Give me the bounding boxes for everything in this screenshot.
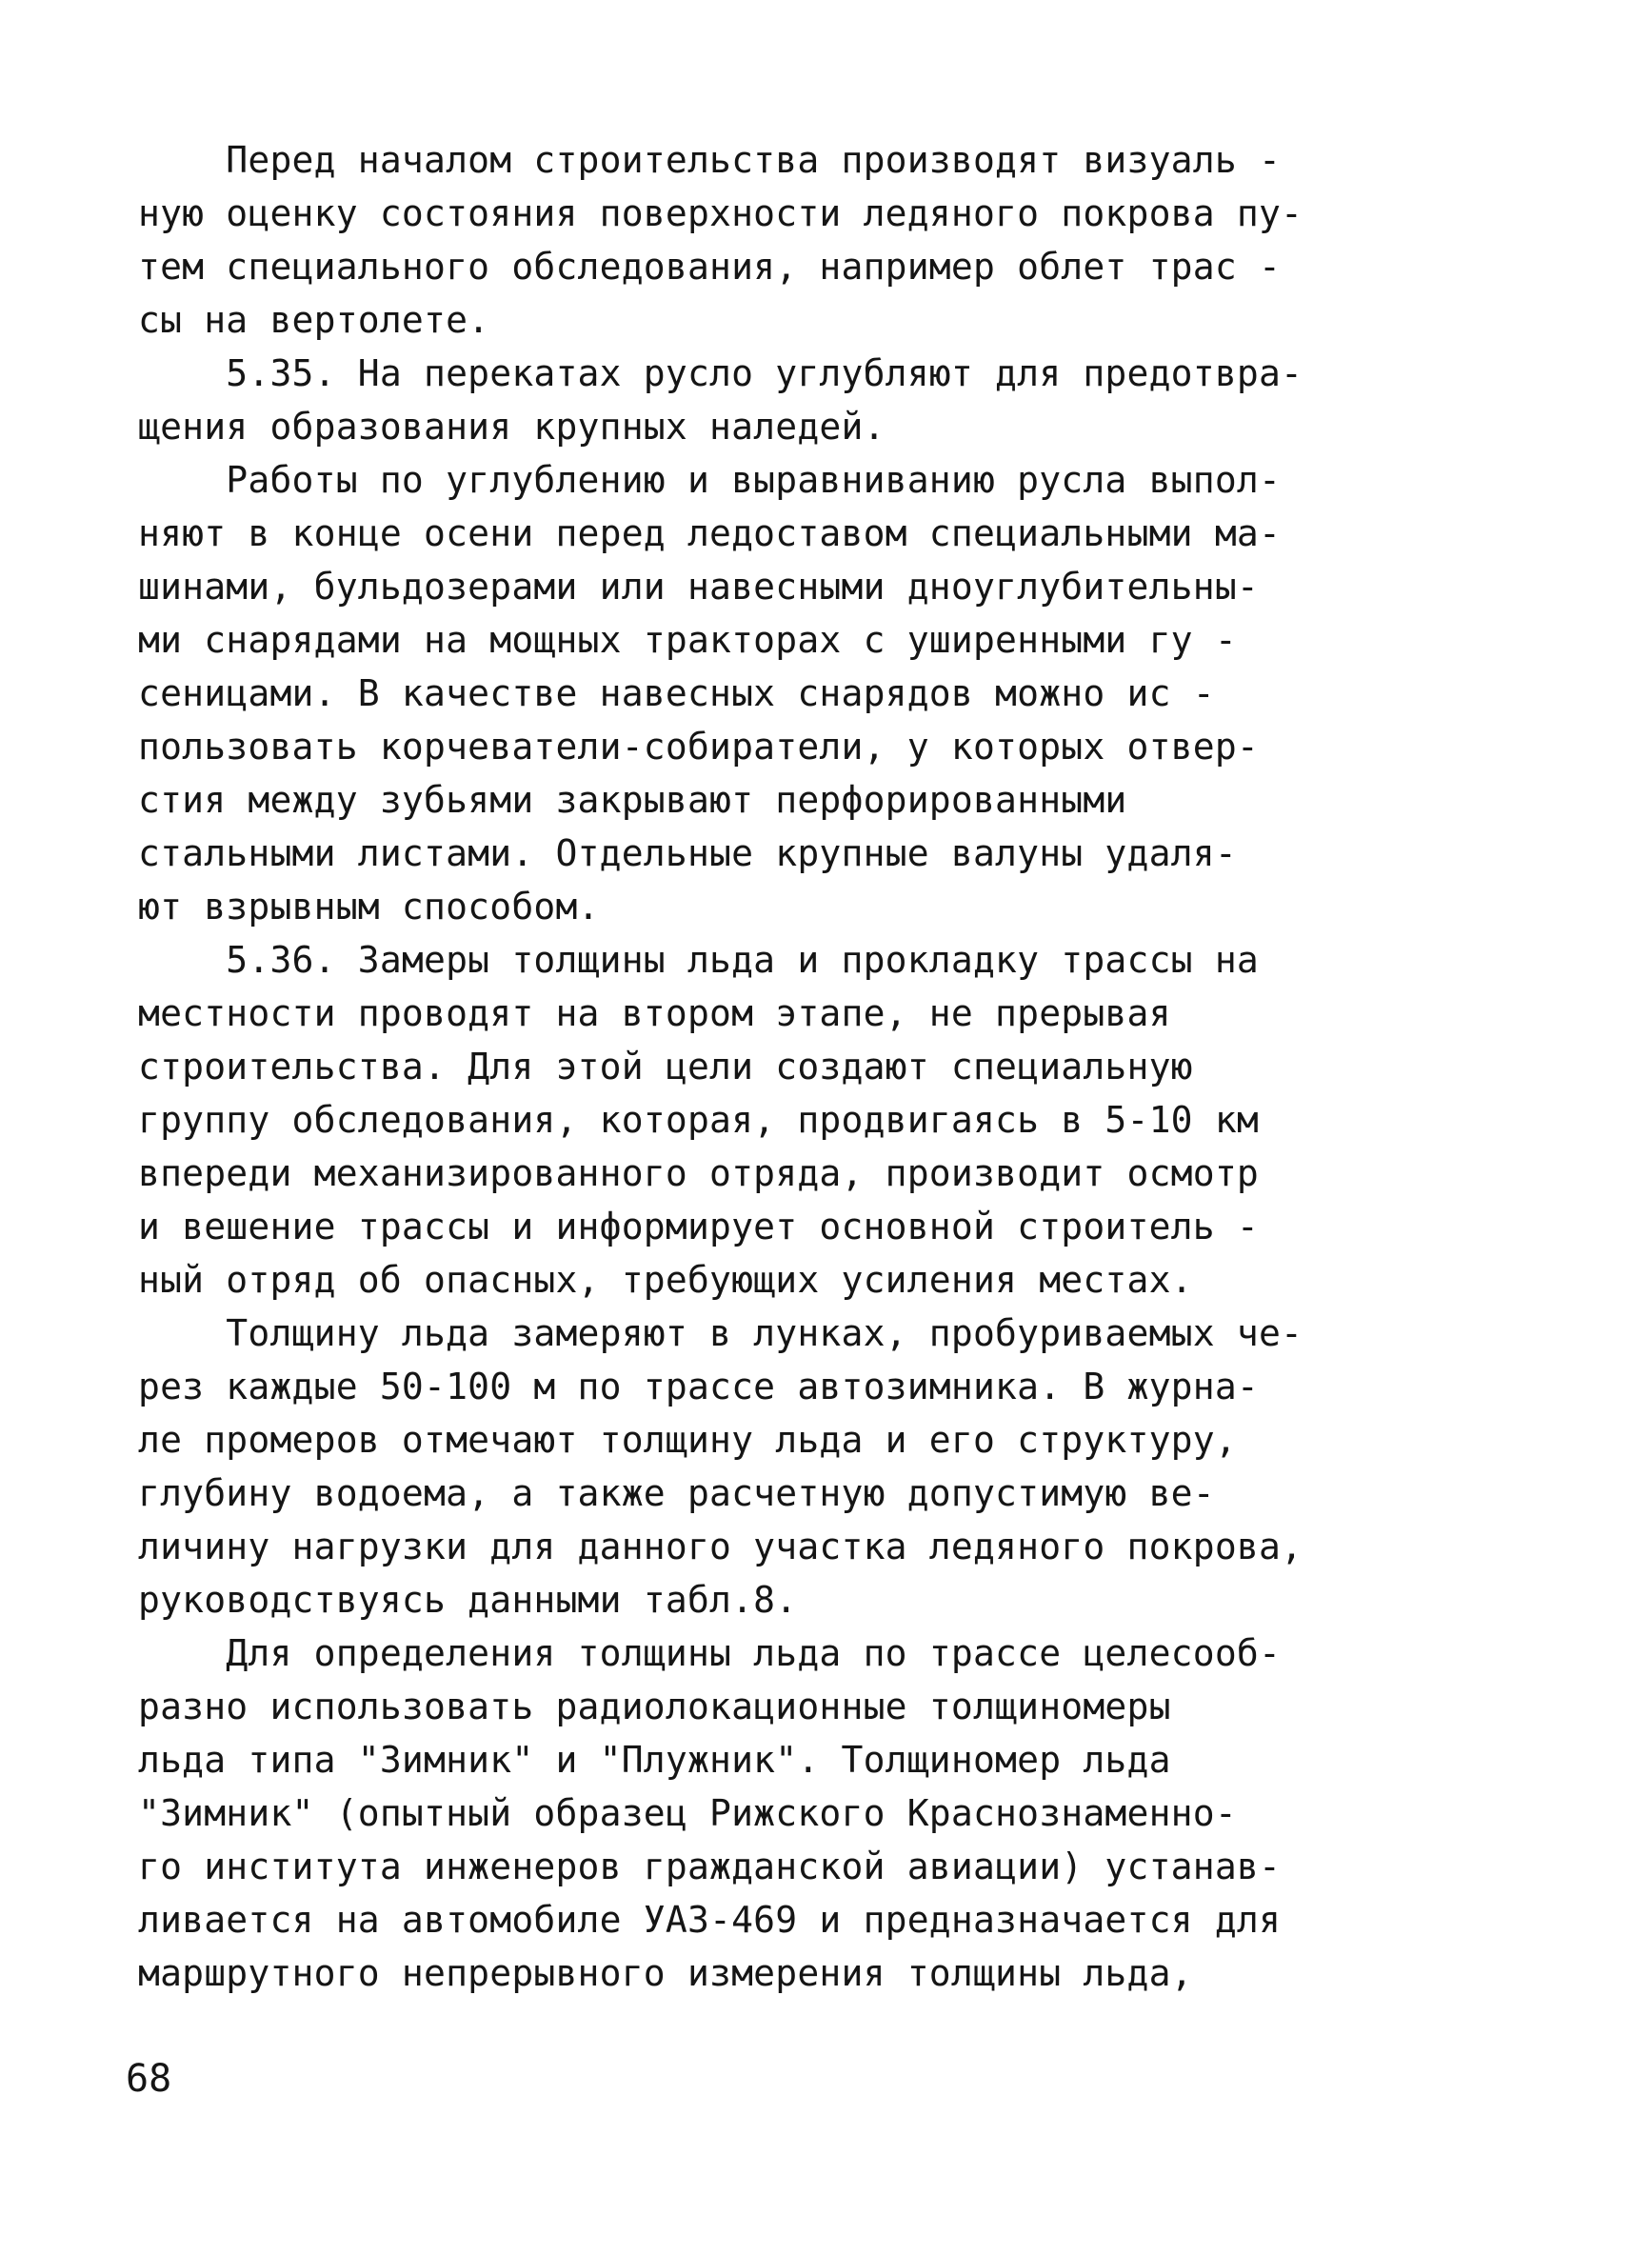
text-line: пользовать корчеватели-собиратели, у которых отвер- xyxy=(138,726,1259,768)
text-line: тем специального обследования, например облет трас - xyxy=(138,246,1282,288)
text-line: местности проводят на втором этапе, не прерывая xyxy=(138,992,1171,1034)
text-line: рез каждые 50-100 м по трассе автозимника. В журна- xyxy=(138,1366,1259,1407)
text-line: няют в конце осени перед ледоставом специальными ма- xyxy=(138,512,1282,554)
text-line: Для определения толщины льда по трассе целесооб- xyxy=(138,1632,1282,1674)
text-line: маршрутного непрерывного измерения толщины льда, xyxy=(138,1952,1193,1994)
text-line: ливается на автомобиле УАЗ-469 и предназначается для xyxy=(138,1899,1282,1941)
text-line: впереди механизированного отряда, производит осмотр xyxy=(138,1152,1259,1194)
text-line: ный отряд об опасных, требующих усиления местах. xyxy=(138,1259,1193,1301)
page-number: 68 xyxy=(126,2057,172,2101)
text-line: Работы по углублению и выравниванию русла выпол- xyxy=(138,459,1282,501)
text-line: сы на вертолете. xyxy=(138,299,490,341)
text-line: глубину водоема, а также расчетную допустимую ве- xyxy=(138,1472,1215,1514)
text-line: строительства. Для этой цели создают специальную xyxy=(138,1046,1193,1088)
text-line: группу обследования, которая, продвигаясь в 5-10 км xyxy=(138,1099,1259,1141)
text-line: го института инженеров гражданской авиации) устанав- xyxy=(138,1846,1282,1887)
text-line: щения образования крупных наледей. xyxy=(138,406,886,448)
text-line: льда типа "Зимник" и "Плужник". Толщиномер льда xyxy=(138,1739,1171,1781)
text-line: сеницами. В качестве навесных снарядов можно ис - xyxy=(138,672,1215,714)
text-line: ми снарядами на мощных тракторах с уширенными гу - xyxy=(138,619,1237,661)
body-text xyxy=(138,133,1476,2000)
text-line: и вешение трассы и информирует основной строитель - xyxy=(138,1206,1259,1247)
text-line: "Зимник" (опытный образец Рижского Краснознаменно- xyxy=(138,1792,1237,1834)
text-line: ле промеров отмечают толщину льда и его структуру, xyxy=(138,1419,1237,1461)
text-line: Толщину льда замеряют в лунках, пробуриваемых че- xyxy=(138,1312,1304,1354)
text-line: ную оценку состояния поверхности ледяного покрова пу- xyxy=(138,192,1304,234)
text-line: разно использовать радиолокационные толщиномеры xyxy=(138,1686,1171,1727)
text-line: Перед началом строительства производят визуаль - xyxy=(138,139,1282,181)
text-line: личину нагрузки для данного участка ледяного покрова, xyxy=(138,1526,1304,1567)
text-line: стальными листами. Отдельные крупные валуны удаля- xyxy=(138,832,1237,874)
text-line: руководствуясь данными табл.8. xyxy=(138,1579,798,1621)
text-line: ют взрывным способом. xyxy=(138,886,600,928)
text-line: стия между зубьями закрывают перфорированными xyxy=(138,779,1127,821)
text-line: 5.36. Замеры толщины льда и прокладку трассы на xyxy=(138,939,1259,981)
text-line: 5.35. На перекатах русло углубляют для предотвра- xyxy=(138,352,1304,394)
text-line: шинами, бульдозерами или навесными дноуглубительны- xyxy=(138,566,1259,608)
